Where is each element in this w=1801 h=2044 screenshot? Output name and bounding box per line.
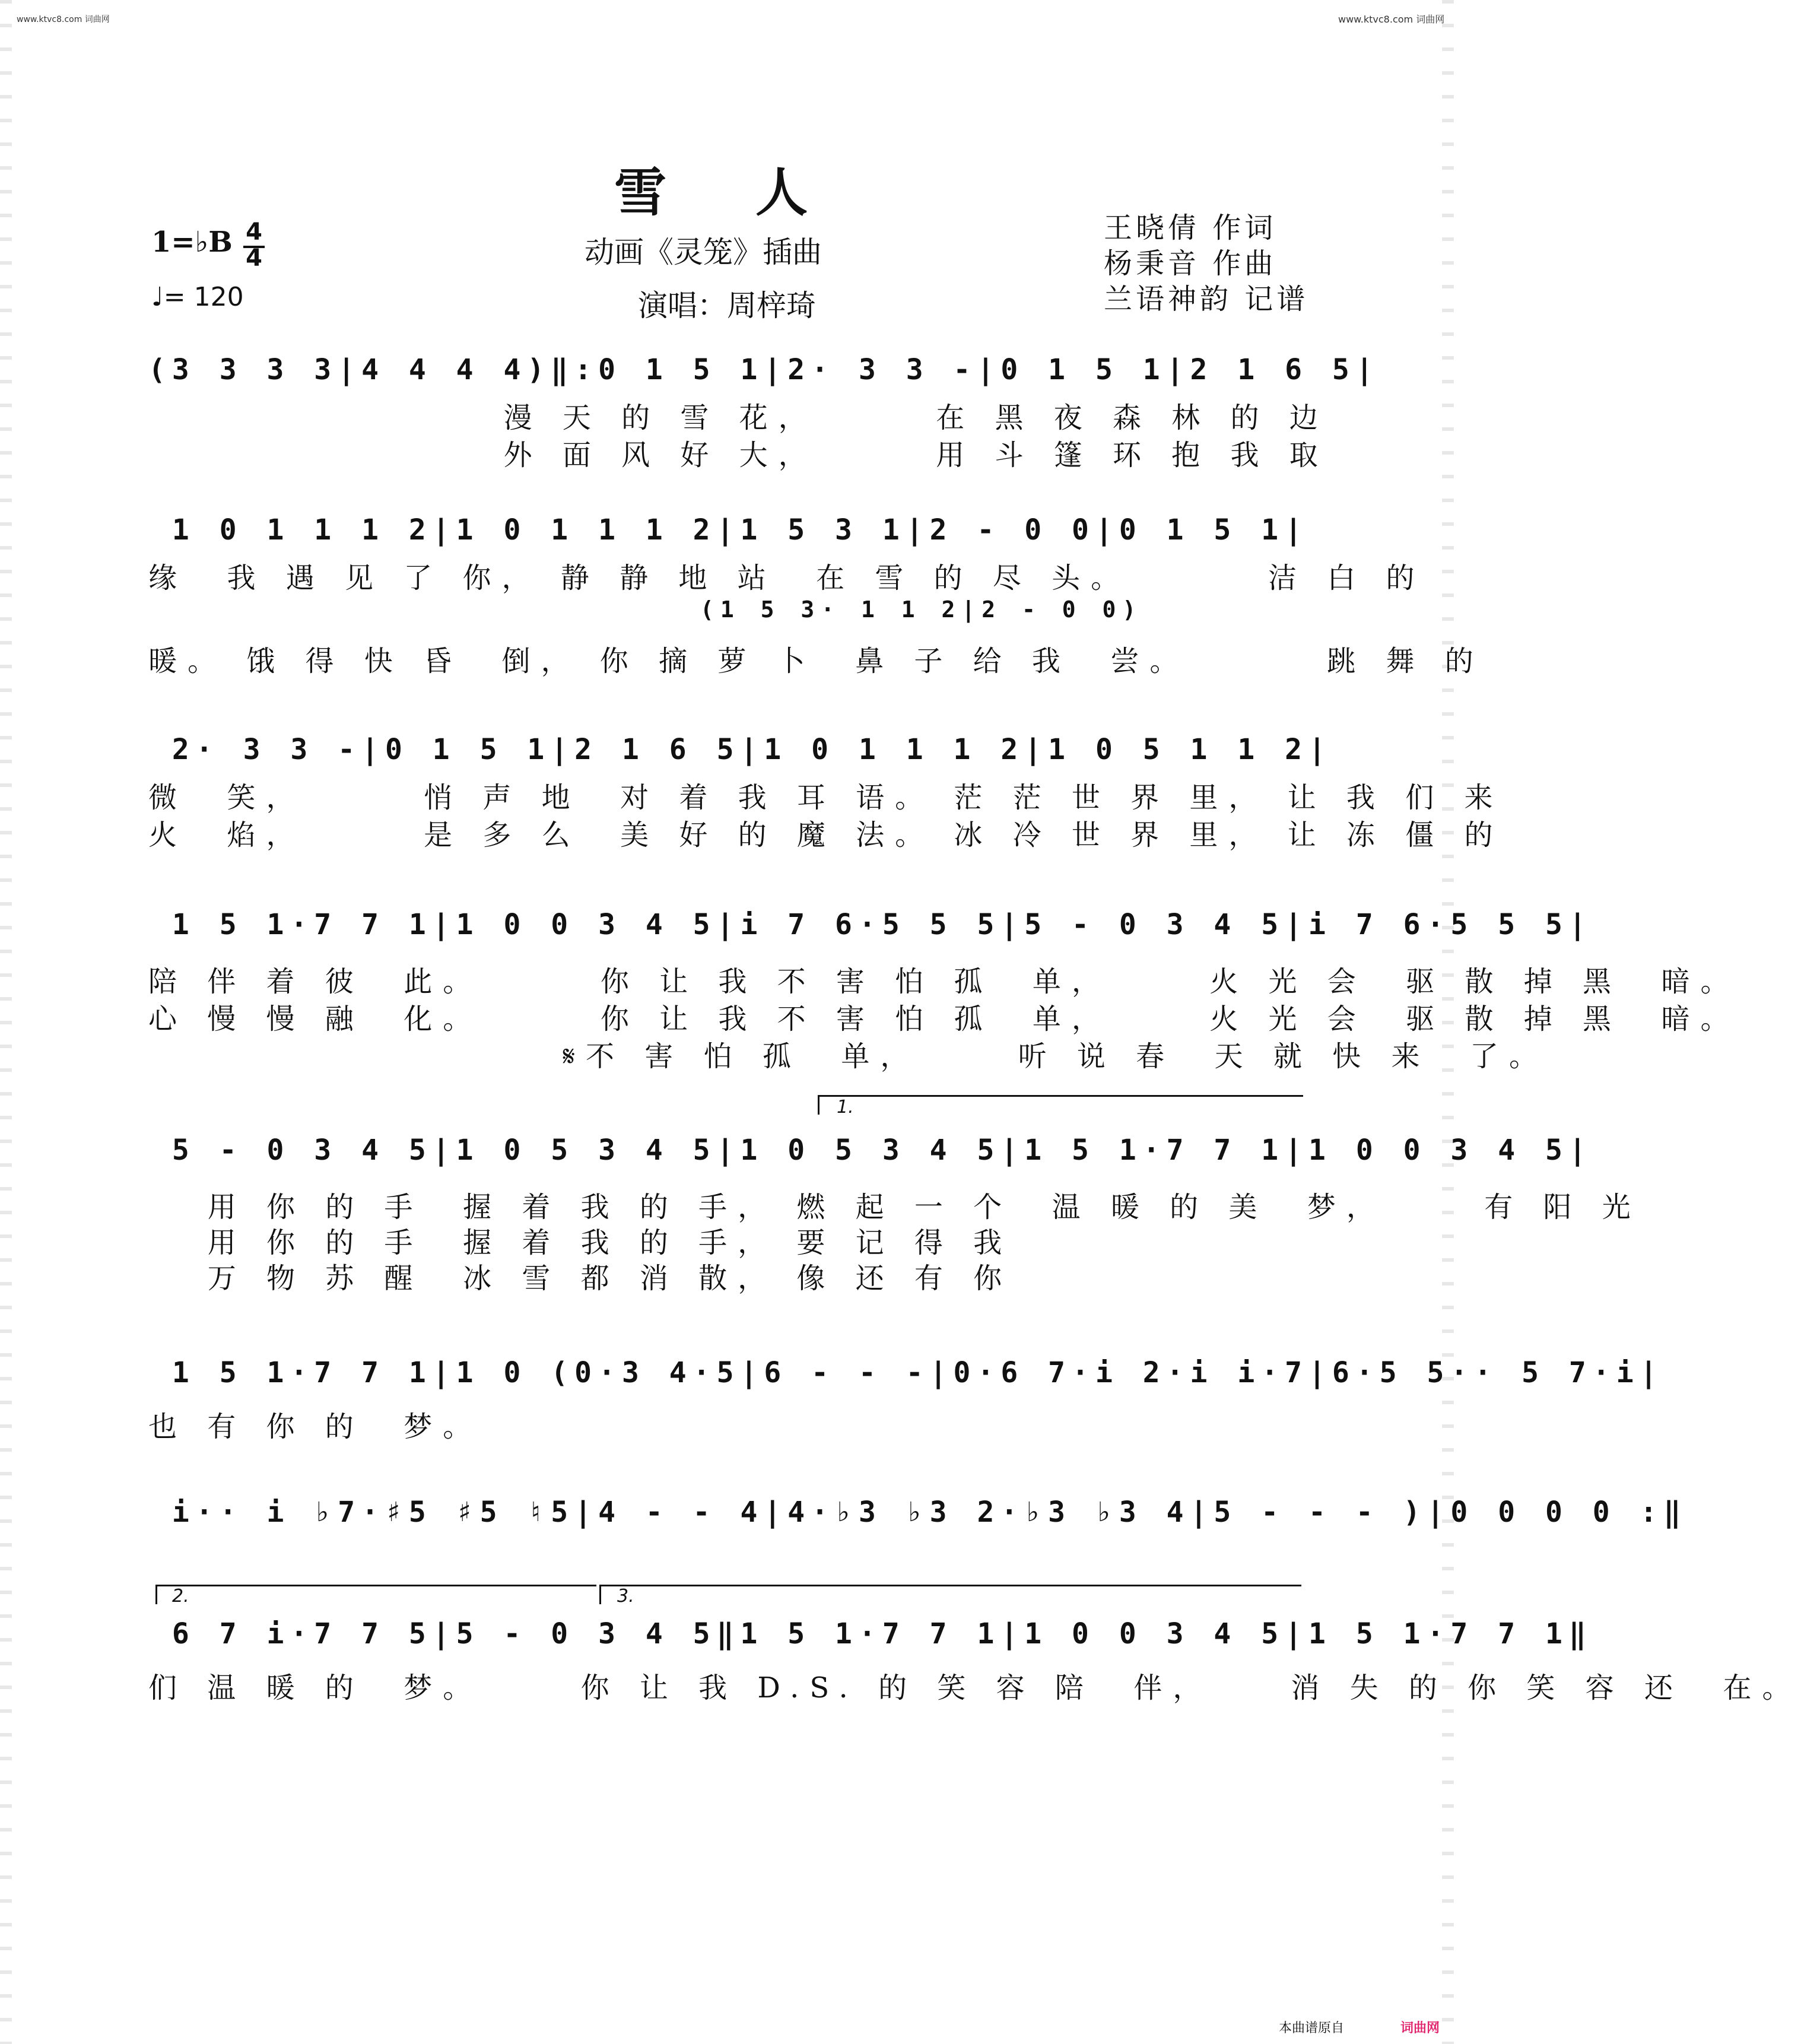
volta-bracket — [155, 1585, 596, 1604]
song-subtitle: 动画《灵笼》插曲 — [585, 235, 822, 269]
lyric-line: 微 笑， 悄 声 地 对 着 我 耳 语。 茫 茫 世 界 里， 让 我 们 来 — [148, 781, 1504, 814]
lyric-line: 用 你 的 手 握 着 我 的 手， 要 记 得 我 — [148, 1226, 1013, 1259]
tempo-mark: ♩= 120 — [151, 282, 244, 312]
composer-credit: 杨秉音 作曲 — [1104, 247, 1277, 280]
notation-line: i·· i ♭7·♯5 ♯5 ♮5|4 - - 4|4·♭3 ♭3 2·♭3 ♭3 4|5 - - - )|0 0 0 0 :‖ — [148, 1496, 1688, 1529]
notation-line: 6 7 i·7 7 5|5 - 0 3 4 5‖1 5 1·7 7 1|1 0 0 3 4 5|1 5 1·7 7 1‖ — [148, 1617, 1593, 1651]
lyricist-credit: 王晓倩 作词 — [1104, 211, 1277, 245]
lyric-line: 们 温 暖 的 梦。 你 让 我 D.S. 的 笑 容 陪 伴， 消 失 的 你 笑 容 还 在。 — [148, 1671, 1801, 1705]
song-title: 雪人 — [614, 161, 897, 223]
key-signature: 1=♭B — [151, 226, 233, 259]
notation-line: 1 5 1·7 7 1|1 0 (0·3 4·5|6 - - -|0·6 7·i 2·i i·7|6·5 5·· 5 7·i| — [148, 1356, 1664, 1389]
lyric-line: 𝄋不 害 怕 孤 单， 听 说 春 天 就 快 来 了。 — [148, 1040, 1548, 1073]
notation-line: 1 5 1·7 7 1|1 0 0 3 4 5|i 7 6·5 5 5|5 - 0 3 4 5|i 7 6·5 5 5| — [148, 908, 1593, 941]
volta-number: 1. — [837, 1097, 854, 1118]
lyric-line: 火 焰， 是 多 么 美 好 的 魔 法。 冰 冷 世 界 里， 让 冻 僵 的 — [148, 818, 1504, 852]
song-singer: 演唱：周梓琦 — [638, 288, 816, 323]
footer-brand: 词曲网 — [1400, 2021, 1440, 2036]
notation-line: 2· 3 3 -|0 1 5 1|2 1 6 5|1 0 1 1 1 2|1 0 5 1 1 2| — [148, 733, 1332, 766]
footer-source-note: 本曲谱原自 — [1279, 2021, 1345, 2036]
volta-number: 2. — [172, 1586, 189, 1607]
lyric-line: 外 面 风 好 大， 用 斗 篷 环 抱 我 取 — [148, 439, 1329, 472]
lyric-line: 漫 天 的 雪 花， 在 黑 夜 森 林 的 边 — [148, 401, 1329, 434]
site-watermark-left: www.ktvc8.com 词曲网 — [17, 15, 110, 24]
lyric-line: 万 物 苏 醒 冰 雪 都 消 散， 像 还 有 你 — [148, 1262, 1013, 1295]
notation-line: 1 0 1 1 1 2|1 0 1 1 1 2|1 5 3 1|2 - 0 0|0 1 5 1| — [148, 513, 1309, 547]
transcriber-credit: 兰语神韵 记谱 — [1104, 283, 1309, 316]
lyric-line: 暖。 饿 得 快 昏 倒， 你 摘 萝 卜 鼻 子 给 我 尝。 跳 舞 的 — [148, 645, 1484, 678]
notation-line: 5 - 0 3 4 5|1 0 5 3 4 5|1 0 5 3 4 5|1 5 1·7 7 1|1 0 0 3 4 5| — [148, 1134, 1593, 1167]
volta-number: 3. — [617, 1586, 634, 1607]
time-signature-bottom: 4 — [246, 245, 262, 272]
lyric-line: 心 慢 慢 融 化。 你 让 我 不 害 怕 孤 单， 火 光 会 驱 散 掉 黑 暗。 — [148, 1002, 1740, 1036]
time-signature-top: 4 — [246, 218, 262, 246]
volta-bracket — [599, 1585, 1301, 1604]
lyric-line: 用 你 的 手 握 着 我 的 手， 燃 起 一 个 温 暖 的 美 梦， 有 阳 光 — [148, 1191, 1641, 1224]
left-margin-watermark — [0, 0, 12, 2044]
notation-aside: (1 5 3· 1 1 2|2 - 0 0) — [700, 596, 1143, 623]
notation-line: (3 3 3 3|4 4 4 4)‖:0 1 5 1|2· 3 3 -|0 1 5 1|2 1 6 5| — [148, 353, 1380, 386]
lyric-line: 也 有 你 的 梦。 — [148, 1410, 482, 1443]
site-watermark-right: www.ktvc8.com 词曲网 — [1338, 14, 1445, 25]
lyric-line: 陪 伴 着 彼 此。 你 让 我 不 害 怕 孤 单， 火 光 会 驱 散 掉 黑 暗。 — [148, 965, 1740, 998]
lyric-line: 缘 我 遇 见 了 你， 静 静 地 站 在 雪 的 尽 头。 洁 白 的 — [148, 561, 1425, 595]
volta-bracket — [818, 1095, 1303, 1115]
